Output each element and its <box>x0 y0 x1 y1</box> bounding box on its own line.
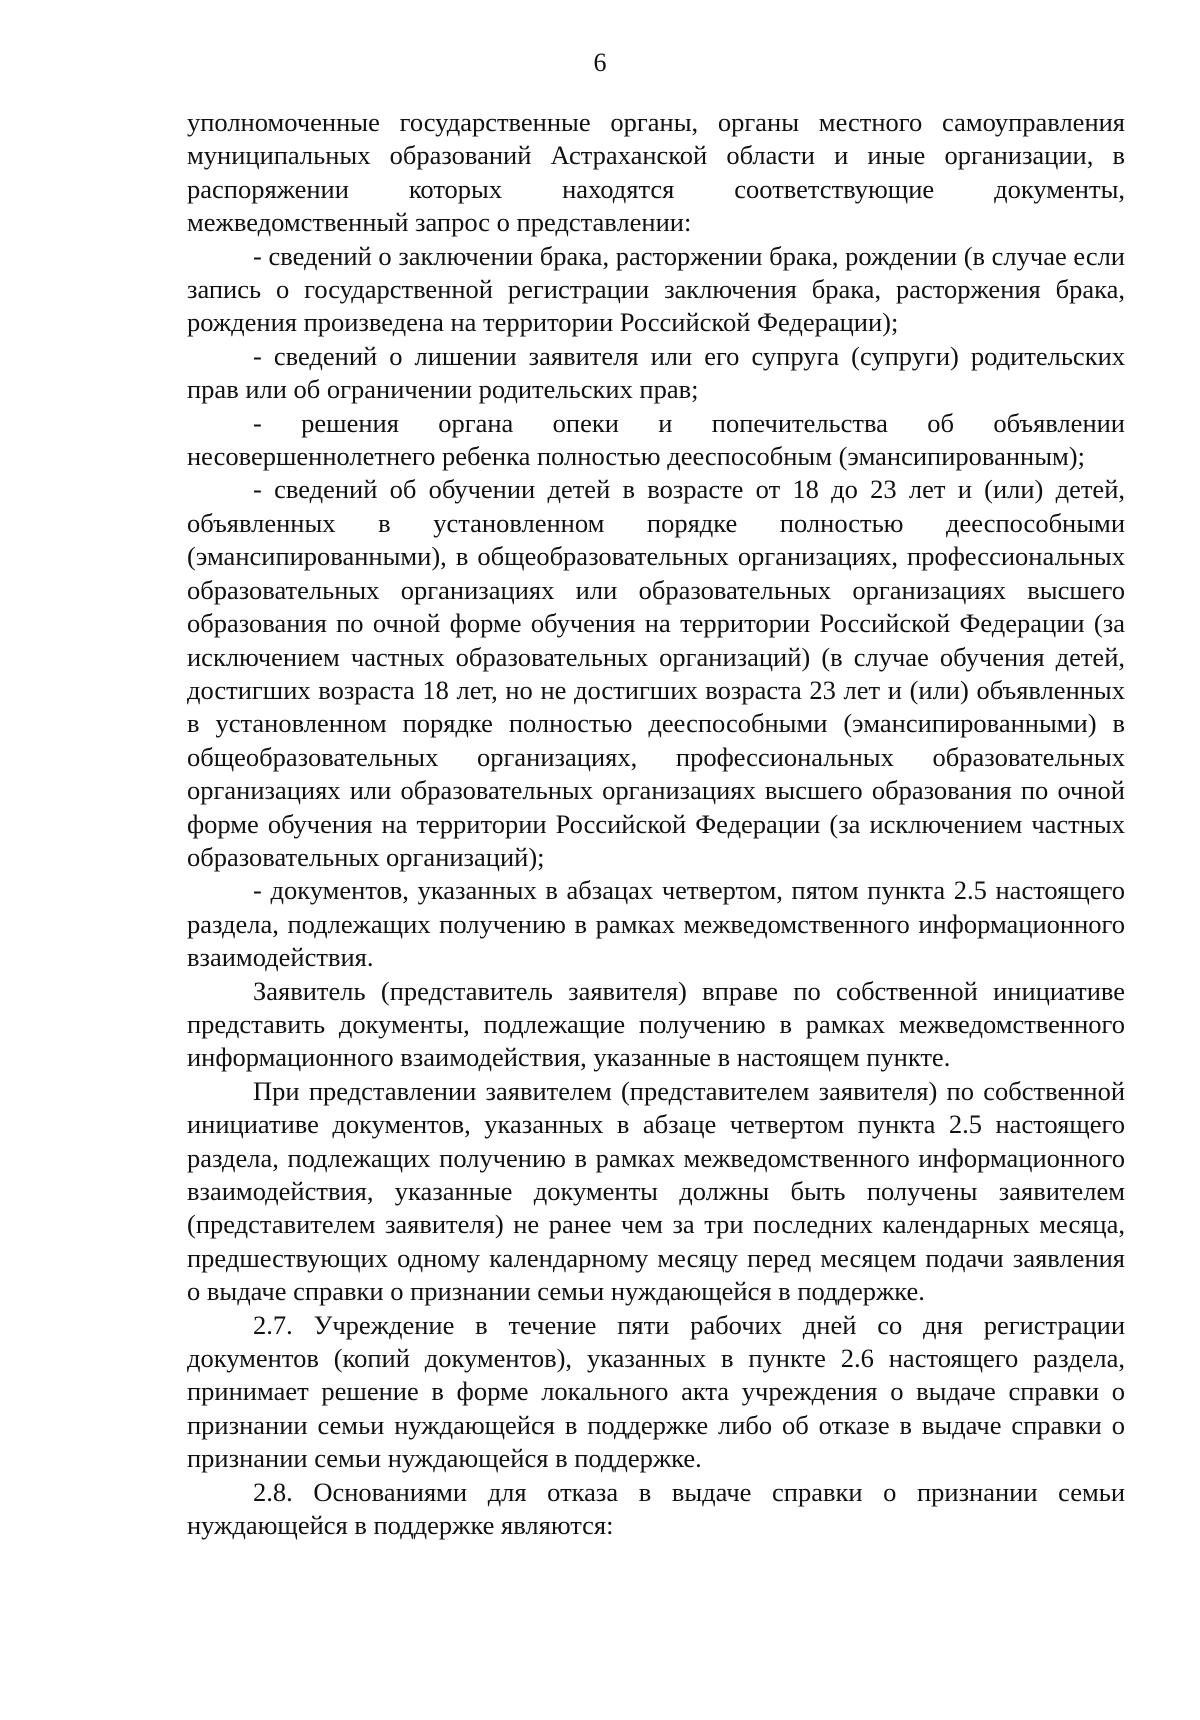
paragraph-emancipation: - решения органа опеки и попечительства об объявлении несовершеннолетнего ребенка полностью дееспособным (эмансипированным); <box>187 407 1125 472</box>
paragraph-parental-rights: - сведений о лишении заявителя или его супруга (супруги) родительских прав или об ограничении родительских прав; <box>187 340 1125 405</box>
paragraph-documents-2-5: - документов, указанных в абзацах четвертом, пятом пункта 2.5 настоящего раздела, подлежащих получению в рамках межведомственного информационного взаимодействия. <box>187 875 1125 973</box>
paragraph-marriage-info: - сведений о заключении брака, расторжении брака, рождении (в случае если запись о государственной регистрации заключения брака, расторжения брака, рождения произведена на территории Российской Федерации); <box>187 240 1125 338</box>
paragraph-continuation: уполномоченные государственные органы, органы местного самоуправления муниципальных образований Астраханской области и иные организации, в распоряжении которых находятся соответствующие документы, межведомственный запрос о представлении: <box>187 107 1125 238</box>
paragraph-applicant-right: Заявитель (представитель заявителя) вправе по собственной инициативе представить документы, подлежащие получению в рамках межведомственного информационного взаимодействия, указанные в настоящем пункте. <box>187 975 1125 1073</box>
paragraph-section-2-7: 2.7. Учреждение в течение пяти рабочих дней со дня регистрации документов (копий документов), указанных в пункте 2.6 настоящего раздела, принимает решение в форме локального акта учреждения о выдаче справки о признании семьи нуждающейся в поддержке либо об отказе в выдаче справки о признании семьи нуждающейся в поддержке. <box>187 1309 1125 1474</box>
paragraph-section-2-8: 2.8. Основаниями для отказа в выдаче справки о признании семьи нуждающейся в поддержке являются: <box>187 1476 1125 1541</box>
page-number: 6 <box>593 48 607 77</box>
document-body <box>187 106 1125 1542</box>
paragraph-education-info: - сведений об обучении детей в возрасте от 18 до 23 лет и (или) детей, объявленных в установленном порядке полностью дееспособными (эмансипированными), в общеобразовательных организациях, профессиональных образовательных организациях или образовательных организациях высшего образования по очной форме обучения на территории Российской Федерации (за исключением частных образовательных организаций) (в случае обучения детей, достигших возраста 18 лет, но не достигших возраста 23 лет и (или) объявленных в установленном порядке полностью дееспособными (эмансипированными) в общеобразовательных организациях, профессиональных образовательных организациях или образовательных организациях высшего образования по очной форме обучения на территории Российской Федерации (за исключением частных образовательных организаций); <box>187 474 1125 872</box>
paragraph-submission-terms: При представлении заявителем (представителем заявителя) по собственной инициативе документов, указанных в абзаце четвертом пункта 2.5 настоящего раздела, подлежащих получению в рамках межведомственного информационного взаимодействия, указанные документы должны быть получены заявителем (представителем заявителя) не ранее чем за три последних календарных месяца, предшествующих одному календарному месяцу перед месяцем подачи заявления о выдаче справки о признании семьи нуждающейся в поддержке. <box>187 1075 1125 1307</box>
